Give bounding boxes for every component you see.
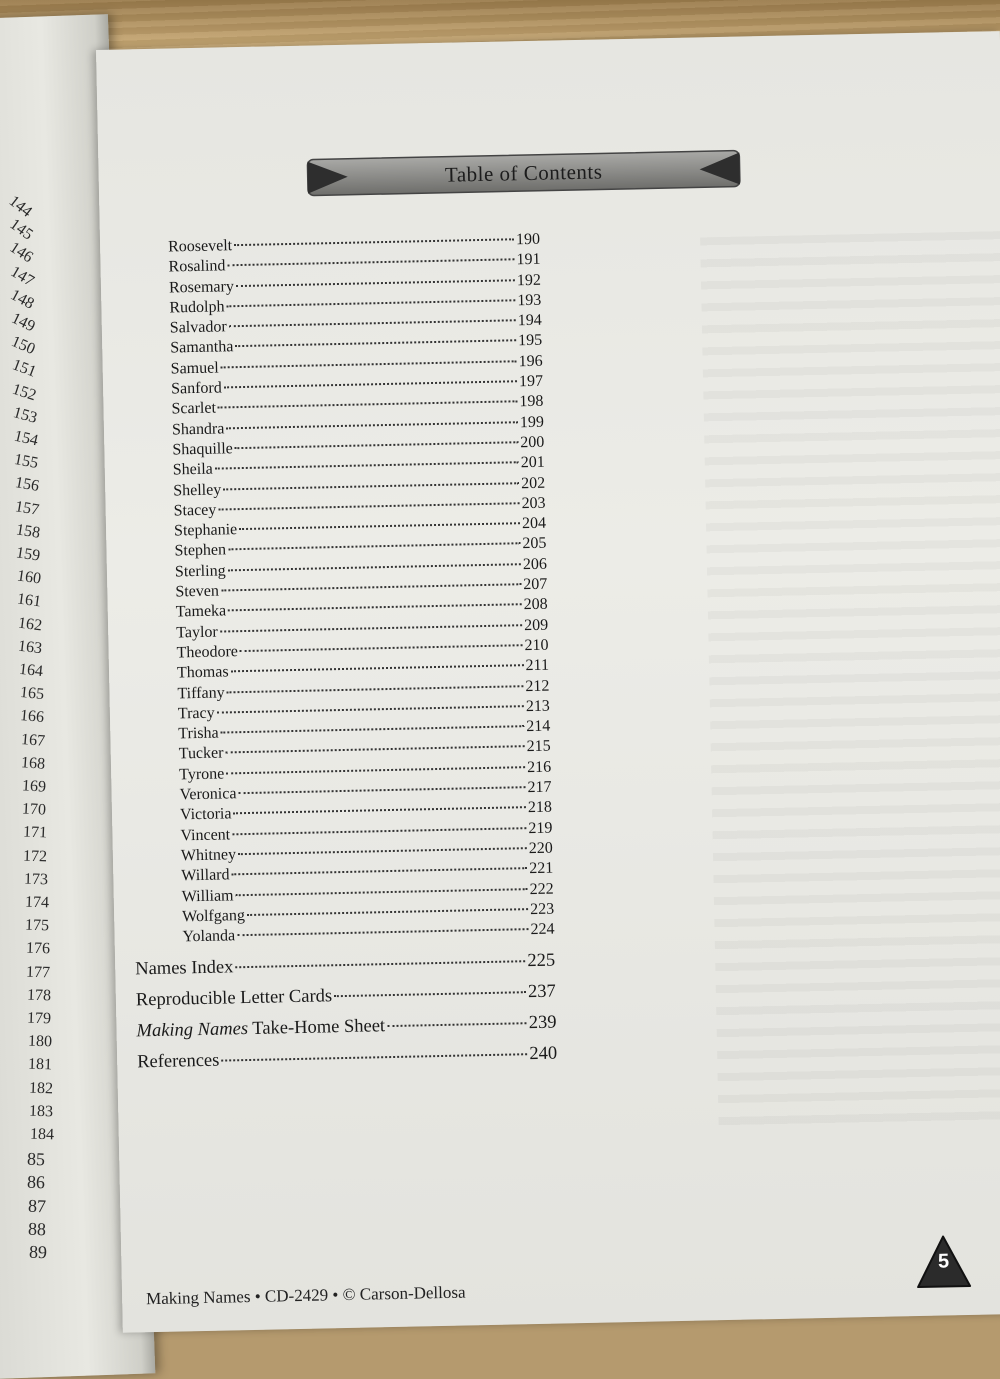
- toc-entry-label: Vincent: [180, 825, 231, 845]
- toc-entry-page: 195: [518, 332, 543, 350]
- dot-leader: [223, 482, 519, 490]
- dot-leader: [334, 992, 526, 998]
- dot-leader: [228, 543, 520, 551]
- dot-leader: [235, 961, 525, 969]
- previous-page-number: 174: [24, 893, 49, 912]
- toc-entry-page: 239: [528, 1012, 557, 1034]
- toc-entry-page: 240: [529, 1043, 558, 1065]
- toc-entry-page: 223: [529, 900, 555, 918]
- toc-entry-label: Wolfgang: [181, 906, 246, 926]
- toc-entry-page: 220: [528, 839, 553, 858]
- dot-leader: [229, 319, 516, 327]
- dot-leader: [238, 786, 525, 794]
- previous-page-number: 157: [13, 497, 41, 519]
- previous-page-number: 180: [27, 1032, 53, 1051]
- toc-entry-page: 200: [520, 433, 545, 452]
- toc-entry-page: 211: [525, 656, 550, 675]
- previous-page-number: 86: [26, 1172, 46, 1193]
- dot-leader: [239, 522, 520, 530]
- previous-page-number: 150: [9, 333, 38, 359]
- dot-leader: [247, 908, 528, 916]
- toc-entry-label-rest: Take-Home Sheet: [247, 1016, 386, 1040]
- previous-page-number: 155: [12, 451, 40, 473]
- toc-entry-label: Samantha: [170, 338, 234, 357]
- toc-entry-page: 215: [526, 738, 551, 756]
- toc-entry-page: 204: [521, 514, 547, 533]
- previous-page-number: 87: [27, 1195, 47, 1216]
- toc-entry-page: 209: [523, 616, 549, 634]
- toc-entry-label: Stacey: [173, 501, 217, 520]
- toc-entry-label: Shelley: [173, 481, 222, 500]
- previous-page-number: 156: [13, 474, 40, 496]
- toc-entry-page: 190: [515, 230, 541, 249]
- previous-page-number: 170: [21, 800, 47, 819]
- previous-page-number: 164: [18, 660, 44, 681]
- previous-page-number: 151: [9, 356, 39, 382]
- toc-entry-page: 212: [525, 677, 550, 695]
- toc-entry-page: 205: [522, 535, 547, 553]
- page-number: 5: [937, 1250, 950, 1273]
- dot-leader: [224, 380, 517, 388]
- toc-entry-page: 216: [526, 758, 552, 776]
- toc-entry-label: Tucker: [178, 744, 224, 763]
- previous-page-number: 160: [15, 567, 42, 588]
- previous-page-number: 182: [28, 1079, 54, 1098]
- dot-leader: [226, 299, 515, 307]
- dot-leader: [233, 806, 526, 814]
- toc-entry-page: 210: [524, 636, 549, 655]
- previous-page-number: 153: [11, 403, 39, 427]
- toc-entry-label: Stephanie: [173, 521, 238, 540]
- previous-page-number: 159: [15, 544, 42, 565]
- previous-page-number: 145: [6, 215, 36, 244]
- toc-entry-label: William: [181, 886, 234, 905]
- previous-page-number: 175: [24, 916, 50, 935]
- toc-entry-page: 192: [516, 271, 542, 289]
- toc-entry-page: 203: [521, 494, 546, 513]
- toc-entry-label: Thomas: [176, 663, 229, 682]
- dot-leader: [237, 928, 528, 936]
- previous-page-number: 144: [5, 192, 35, 221]
- toc-entry-page: 207: [523, 575, 548, 594]
- toc-list: [120, 230, 578, 1083]
- previous-page-number: 158: [14, 521, 41, 542]
- toc-entry-page: 225: [527, 950, 556, 972]
- toc-banner: [303, 146, 744, 199]
- toc-entry-page: 218: [527, 798, 553, 817]
- dot-leader: [217, 705, 524, 713]
- previous-page-number: 148: [7, 286, 38, 313]
- toc-entry-page: 206: [522, 555, 548, 573]
- toc-entry-label: References: [137, 1051, 220, 1073]
- toc-entry-label: Victoria: [179, 805, 232, 824]
- page-number-badge: [913, 1232, 974, 1293]
- toc-entry-page: 193: [517, 291, 542, 310]
- previous-page-number: 172: [23, 847, 48, 866]
- previous-page-number: 162: [17, 614, 43, 634]
- toc-entry-page: 219: [528, 819, 553, 837]
- dot-leader: [218, 502, 519, 510]
- dot-leader: [240, 644, 523, 652]
- toc-entry-label: Roosevelt: [167, 237, 233, 256]
- dot-leader: [231, 664, 524, 672]
- toc-entry-label: Tameka: [175, 602, 227, 621]
- toc-entry-label: Tyrone: [179, 765, 225, 784]
- dot-leader: [218, 401, 518, 409]
- dot-leader: [228, 563, 521, 571]
- dot-leader: [221, 725, 525, 733]
- previous-page-number: 181: [28, 1055, 53, 1074]
- toc-entry-page: 208: [523, 596, 548, 614]
- previous-page-number: 154: [12, 427, 40, 450]
- toc-entry-label: Tiffany: [177, 683, 225, 702]
- toc-entry-label: Salvador: [169, 318, 227, 337]
- previous-page-number: 169: [21, 777, 47, 796]
- dot-leader: [226, 766, 525, 774]
- previous-page-number: 149: [8, 309, 38, 336]
- toc-entry-page: 224: [530, 920, 555, 939]
- toc-entry-page: 194: [517, 311, 542, 330]
- toc-entry-label: Whitney: [180, 846, 237, 865]
- dot-leader: [236, 279, 515, 287]
- previous-page-number: 147: [7, 262, 37, 290]
- previous-page-number: 152: [10, 380, 39, 404]
- previous-page-number: 168: [20, 753, 46, 773]
- previous-page-number: 176: [25, 939, 50, 958]
- toc-entry-label: Stephen: [174, 541, 227, 560]
- toc-entry-page: 213: [525, 697, 551, 715]
- toc-entry-label: Sterling: [174, 562, 226, 581]
- toc-entry-label: Yolanda: [182, 927, 236, 946]
- previous-page-number: 173: [23, 870, 49, 889]
- toc-title: Table of Contents: [444, 158, 603, 187]
- previous-page-number: 88: [27, 1218, 47, 1240]
- toc-entry-page: 201: [520, 453, 545, 472]
- previous-page-number: 184: [29, 1125, 55, 1144]
- toc-entry-page: 221: [529, 859, 554, 878]
- toc-entry-label: Rosalind: [168, 257, 226, 276]
- toc-entry-page: 217: [527, 778, 552, 797]
- dot-leader: [232, 867, 528, 875]
- dot-leader: [235, 441, 519, 449]
- toc-entry-label: Taylor: [176, 623, 218, 642]
- dot-leader: [221, 360, 517, 368]
- toc-entry-label: Shandra: [171, 420, 225, 439]
- dot-leader: [220, 624, 522, 632]
- toc-entry-page: 214: [526, 717, 551, 736]
- show-through-text: [700, 231, 1000, 1138]
- previous-page-number: 178: [26, 986, 51, 1005]
- previous-page-number: 163: [17, 637, 44, 658]
- dot-leader: [232, 827, 526, 835]
- toc-entry-label: Willard: [181, 866, 230, 885]
- previous-page-number: 85: [26, 1148, 45, 1170]
- toc-entry-label: Sheila: [172, 460, 213, 479]
- dot-leader: [221, 583, 521, 591]
- previous-page-number: 89: [28, 1241, 48, 1263]
- dot-leader: [238, 847, 527, 855]
- dot-leader: [228, 604, 522, 612]
- toc-entry-label: Samuel: [170, 359, 219, 378]
- toc-entry-label: Scarlet: [171, 399, 217, 418]
- dot-leader: [221, 1054, 527, 1062]
- dot-leader: [235, 340, 516, 348]
- previous-page-number: 166: [19, 707, 45, 727]
- dot-leader: [227, 685, 524, 693]
- toc-entry-label: Tracy: [177, 704, 215, 723]
- previous-page-number: 146: [6, 239, 37, 267]
- previous-page-number: 167: [20, 730, 46, 750]
- previous-page-number: 171: [22, 823, 48, 842]
- toc-entry-page: 237: [527, 981, 557, 1003]
- toc-entry-page: 197: [518, 372, 544, 391]
- toc-entry-label: Trisha: [178, 724, 219, 743]
- toc-entry-label: Rosemary: [168, 277, 235, 297]
- dot-leader: [227, 259, 514, 267]
- dot-leader: [234, 238, 514, 246]
- toc-entry-label: Veronica: [179, 785, 237, 804]
- dot-leader: [225, 746, 524, 754]
- toc-entry-page: 199: [519, 413, 545, 431]
- previous-page-number: 161: [16, 590, 43, 611]
- toc-entry-page: 222: [529, 880, 554, 898]
- toc-entry-label: Shaquille: [172, 440, 233, 459]
- toc-entry-italic-label: Making Names: [136, 1019, 249, 1042]
- toc-entry-label: Steven: [175, 582, 220, 601]
- toc-entry-label: Rudolph: [169, 298, 225, 317]
- previous-page-number: 183: [29, 1102, 54, 1121]
- toc-entry-page: 191: [516, 251, 541, 269]
- dot-leader: [235, 888, 527, 896]
- toc-entry-page: 196: [518, 352, 543, 370]
- previous-page-number: 177: [25, 963, 51, 982]
- previous-page-number: 179: [26, 1009, 52, 1028]
- toc-entry-label: Names Index: [135, 957, 234, 980]
- toc-entry-label: Sanford: [170, 379, 222, 398]
- toc-entry-label: Reproducible Letter Cards: [135, 986, 333, 1011]
- toc-entry-label: [136, 1017, 385, 1043]
- page-footer: Making Names • CD-2429 • © Carson-Dellosa: [145, 1282, 466, 1309]
- toc-entry-page: 202: [520, 474, 546, 492]
- dot-leader: [226, 421, 518, 429]
- table-of-contents-page: [96, 31, 1000, 1333]
- dot-leader: [215, 462, 519, 470]
- dot-leader: [387, 1023, 527, 1028]
- toc-entry-label: Theodore: [176, 643, 239, 662]
- toc-entry-page: 198: [519, 393, 544, 411]
- previous-page-number: 165: [18, 684, 45, 704]
